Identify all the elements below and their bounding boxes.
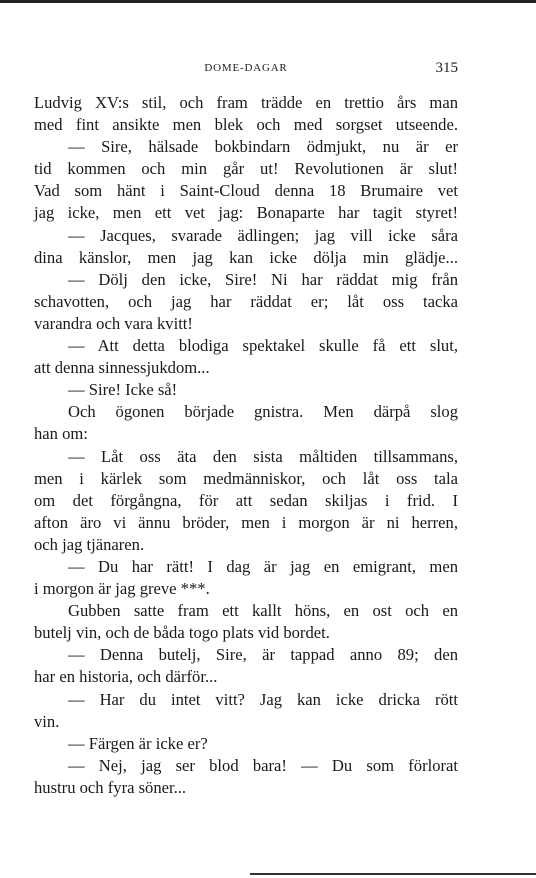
text-line: han om: — [34, 424, 88, 444]
text-line: tid kommen och min går ut! Revolutionen är slut! — [34, 159, 458, 179]
text-line: — Du har rätt! I dag är jag en emigrant, men — [68, 556, 458, 576]
text-line: — Dölj den icke, Sire! Ni har räddat mig från — [68, 269, 458, 289]
text-line: — Sire, hälsade bokbindarn ödmjukt, nu är er — [68, 137, 458, 157]
text-line: schavotten, och jag har räddat er; låt oss tacka — [34, 291, 458, 311]
text-line: — Jacques, svarade ädlingen; jag vill icke såra — [68, 225, 458, 245]
bottom-border-rule — [250, 873, 536, 875]
text-line: i morgon är jag greve ***. — [34, 579, 210, 599]
text-line: butelj vin, och de båda togo plats vid bordet. — [34, 623, 330, 643]
text-line: men i kärlek som medmänniskor, och låt oss tala — [34, 468, 458, 488]
text-line: vin. — [34, 711, 60, 731]
running-head: DOME-DAGAR — [204, 62, 288, 74]
text-line: — Sire! Icke så! — [68, 380, 178, 400]
text-line: har en historia, och därför... — [34, 667, 218, 687]
text-line: varandra och vara kvitt! — [34, 313, 193, 333]
text-line: och jag tjänaren. — [34, 534, 145, 554]
text-line: med fint ansikte men blek och med sorgset utseende. — [34, 115, 458, 135]
text-line: — Har du intet vitt? Jag kan icke dricka rött — [68, 689, 458, 709]
text-line: Och ögonen började gnistra. Men därpå slog — [68, 402, 458, 422]
text-line: Gubben satte fram ett kallt höns, en ost och en — [68, 601, 458, 621]
text-line: Vad som hänt i Saint-Cloud denna 18 Brumaire vet — [34, 181, 458, 201]
text-line: — Nej, jag ser blod bara! — Du som förlorat — [68, 755, 458, 775]
top-border-rule — [0, 0, 536, 3]
text-line: Ludvig XV:s stil, och fram trädde en trettio års man — [34, 93, 458, 112]
text-line: — Denna butelj, Sire, är tappad anno 89; den — [68, 645, 458, 665]
text-line: att denna sinnessjukdom... — [34, 358, 210, 378]
body-text — [34, 92, 458, 799]
text-line: hustru och fyra söner... — [34, 777, 187, 797]
text-line: jag icke, men ett vet jag: Bonaparte har tagit styret! — [34, 203, 458, 223]
page-number: 315 — [435, 60, 458, 76]
text-line: — Färgen är icke er? — [68, 733, 208, 753]
text-line: dina känslor, men jag kan icke dölja min glädje... — [34, 247, 458, 267]
text-line: afton äro vi ännu bröder, men i morgon är ni herren, — [34, 512, 458, 532]
text-line: om det förgångna, för att sedan skiljas i frid. I — [34, 490, 458, 510]
text-line: — Låt oss äta den sista måltiden tillsammans, — [68, 446, 458, 466]
page-header — [34, 62, 458, 78]
text-line: — Att detta blodiga spektakel skulle få ett slut, — [68, 336, 458, 356]
